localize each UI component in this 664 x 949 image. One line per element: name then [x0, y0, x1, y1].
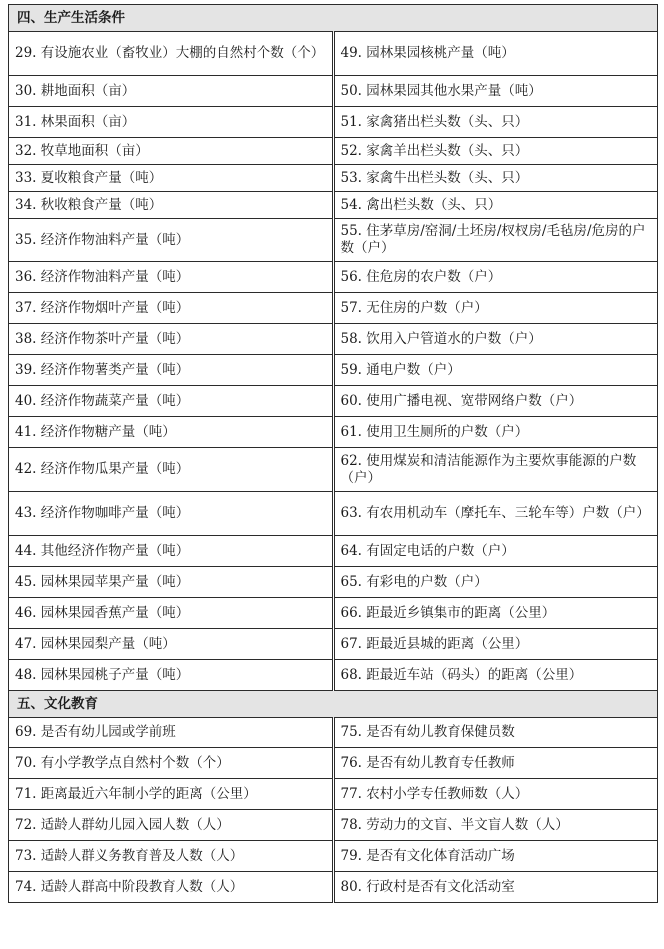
- indicator-right: 55. 住茅草房/窑洞/土坯房/杈杈房/毛毡房/危房的户数（户）: [333, 219, 658, 262]
- indicator-right: 65. 有彩电的户数（户）: [333, 567, 658, 598]
- indicator-right: 56. 住危房的农户数（户）: [333, 262, 658, 293]
- indicator-left: 34. 秋收粮食产量（吨）: [9, 192, 334, 219]
- indicator-right: 75. 是否有幼儿教育保健员数: [333, 718, 658, 748]
- indicator-left: 70. 有小学教学点自然村个数（个）: [9, 748, 334, 779]
- table-row: [9, 718, 658, 748]
- indicator-left: 73. 适龄人群义务教育普及人数（人）: [9, 841, 334, 872]
- indicator-left: 69. 是否有幼儿园或学前班: [9, 718, 334, 748]
- indicator-right: 50. 园林果园其他水果产量（吨）: [333, 76, 658, 107]
- indicator-right: 61. 使用卫生厕所的户数（户）: [333, 417, 658, 448]
- indicator-left: 48. 园林果园桃子产量（吨）: [9, 660, 334, 691]
- indicator-right: 53. 家禽牛出栏头数（头、只）: [333, 165, 658, 192]
- table-row: [9, 810, 658, 841]
- indicator-right: 63. 有农用机动车（摩托车、三轮车等）户数（户）: [333, 492, 658, 536]
- table-row: [9, 872, 658, 903]
- indicator-right: 78. 劳动力的文盲、半文盲人数（人）: [333, 810, 658, 841]
- table-row: [9, 748, 658, 779]
- table-row: [9, 660, 658, 691]
- indicator-right: 64. 有固定电话的户数（户）: [333, 536, 658, 567]
- indicator-right: 62. 使用煤炭和清洁能源作为主要炊事能源的户数（户）: [333, 448, 658, 492]
- indicator-left: 35. 经济作物油料产量（吨）: [9, 219, 334, 262]
- table-row: [9, 841, 658, 872]
- indicator-right: 68. 距最近车站（码头）的距离（公里）: [333, 660, 658, 691]
- indicator-left: 37. 经济作物烟叶产量（吨）: [9, 293, 334, 324]
- table-row: [9, 138, 658, 165]
- indicator-right: 60. 使用广播电视、宽带网络户数（户）: [333, 386, 658, 417]
- indicator-left: 45. 园林果园苹果产量（吨）: [9, 567, 334, 598]
- table-row: [9, 107, 658, 138]
- indicator-left: 46. 园林果园香蕉产量（吨）: [9, 598, 334, 629]
- indicator-left: 72. 适龄人群幼儿园入园人数（人）: [9, 810, 334, 841]
- table-row: [9, 262, 658, 293]
- table-row: [9, 598, 658, 629]
- table-row: [9, 219, 658, 262]
- indicator-left: 38. 经济作物茶叶产量（吨）: [9, 324, 334, 355]
- table-row: [9, 324, 658, 355]
- indicator-right: 49. 园林果园核桃产量（吨）: [333, 32, 658, 76]
- section-header: [9, 5, 658, 32]
- indicator-right: 79. 是否有文化体育活动广场: [333, 841, 658, 872]
- indicator-left: 71. 距离最近六年制小学的距离（公里）: [9, 779, 334, 810]
- table-row: [9, 192, 658, 219]
- table-row: [9, 629, 658, 660]
- section-header: [9, 691, 658, 718]
- indicator-left: 74. 适龄人群高中阶段教育人数（人）: [9, 872, 334, 903]
- indicator-left: 33. 夏收粮食产量（吨）: [9, 165, 334, 192]
- indicator-left: 31. 林果面积（亩）: [9, 107, 334, 138]
- indicator-right: 52. 家禽羊出栏头数（头、只）: [333, 138, 658, 165]
- indicator-right: 57. 无住房的户数（户）: [333, 293, 658, 324]
- indicator-left: 44. 其他经济作物产量（吨）: [9, 536, 334, 567]
- table-row: [9, 779, 658, 810]
- indicator-left: 40. 经济作物蔬菜产量（吨）: [9, 386, 334, 417]
- table-row: [9, 536, 658, 567]
- table-row: [9, 386, 658, 417]
- table-row: [9, 355, 658, 386]
- indicator-right: 58. 饮用入户管道水的户数（户）: [333, 324, 658, 355]
- section-title: 五、文化教育: [9, 691, 658, 718]
- indicator-right: 59. 通电户数（户）: [333, 355, 658, 386]
- table-row: [9, 76, 658, 107]
- table-row: [9, 417, 658, 448]
- table-row: [9, 165, 658, 192]
- table-row: [9, 32, 658, 76]
- section-title: 四、生产生活条件: [9, 5, 658, 32]
- indicator-left: 41. 经济作物糖产量（吨）: [9, 417, 334, 448]
- indicator-left: 36. 经济作物油料产量（吨）: [9, 262, 334, 293]
- indicator-left: 43. 经济作物咖啡产量（吨）: [9, 492, 334, 536]
- indicator-right: 77. 农村小学专任教师数（人）: [333, 779, 658, 810]
- indicator-left: 30. 耕地面积（亩）: [9, 76, 334, 107]
- indicator-left: 39. 经济作物薯类产量（吨）: [9, 355, 334, 386]
- indicator-left: 42. 经济作物瓜果产量（吨）: [9, 448, 334, 492]
- table-row: [9, 293, 658, 324]
- indicator-right: 80. 行政村是否有文化活动室: [333, 872, 658, 903]
- indicator-right: 66. 距最近乡镇集市的距离（公里）: [333, 598, 658, 629]
- table-row: [9, 448, 658, 492]
- table-body: [9, 5, 658, 903]
- indicator-left: 29. 有设施农业（畜牧业）大棚的自然村个数（个）: [9, 32, 334, 76]
- indicator-left: 32. 牧草地面积（亩）: [9, 138, 334, 165]
- indicator-left: 47. 园林果园梨产量（吨）: [9, 629, 334, 660]
- indicator-right: 54. 禽出栏头数（头、只）: [333, 192, 658, 219]
- table-row: [9, 567, 658, 598]
- indicator-right: 51. 家禽猪出栏头数（头、只）: [333, 107, 658, 138]
- indicator-right: 67. 距最近县城的距离（公里）: [333, 629, 658, 660]
- statistics-table: [8, 4, 658, 903]
- indicator-right: 76. 是否有幼儿教育专任教师: [333, 748, 658, 779]
- table-row: [9, 492, 658, 536]
